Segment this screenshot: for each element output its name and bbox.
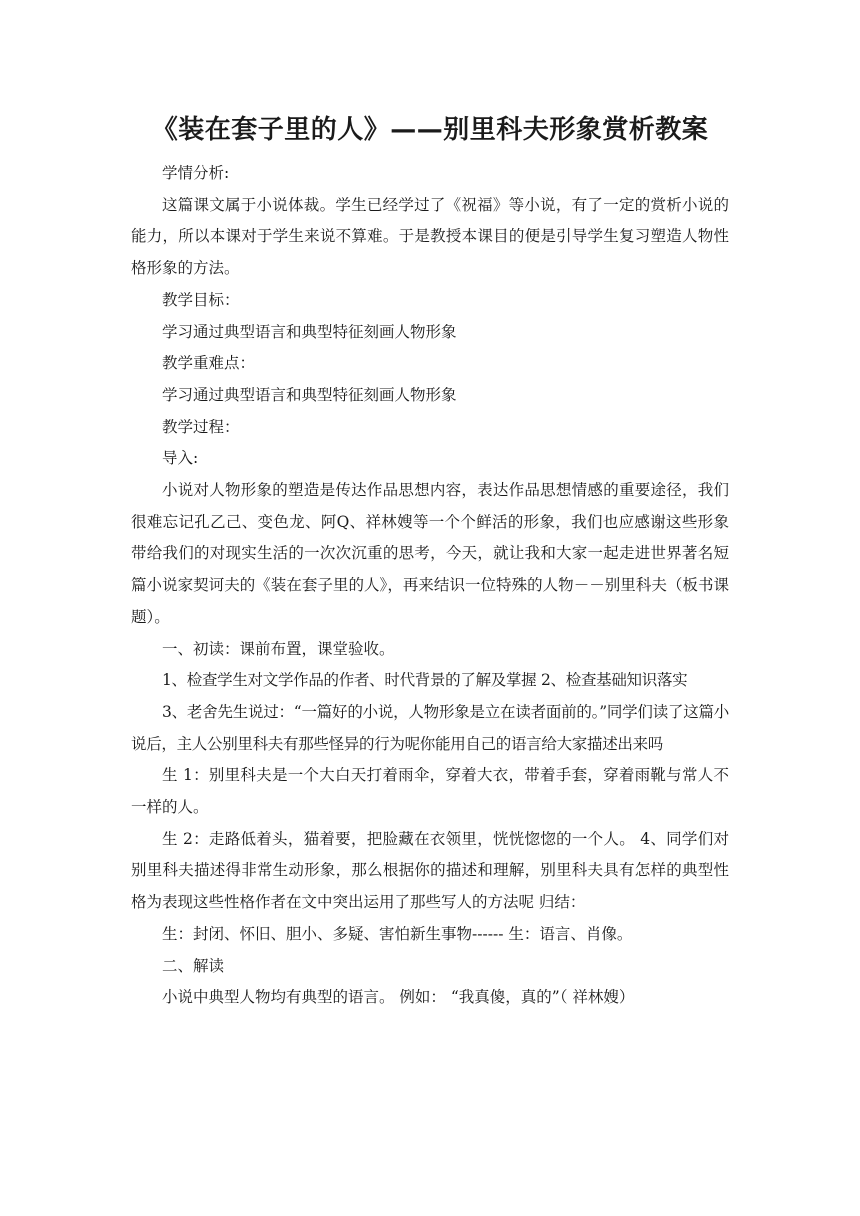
paragraph-student-two: 生 2：走路低着头，猫着要，把脸藏在衣领里，恍恍惚惚的一个人。 4、同学们对别里科夫描述得非常生动形象，那么根据你的描述和理解，别里科夫具有怎样的典型性格为表现这些性格作者在文中突出运用了那些写人的方法呢 归结： xyxy=(131,829,729,912)
paragraph-student-one: 生 1：别里科夫是一个大白天打着雨伞，穿着大衣，带着手套，穿着雨靴与常人不一样的人。 xyxy=(131,766,729,817)
paragraph-key-points: 学习通过典型语言和典型特征刻画人物形象 xyxy=(162,385,457,404)
paragraph-intro-heading: 导入: xyxy=(162,449,199,468)
paragraph-process-heading: 教学过程： xyxy=(162,417,240,436)
paragraph-typical-language: 小说中典型人物均有典型的语言。 例如： “我真傻，真的”（ 祥林嫂） xyxy=(162,988,635,1007)
paragraph-summary: 生：封闭、怀旧、胆小、多疑、害怕新生事物------ 生：语言、肖像。 xyxy=(162,924,633,943)
paragraph-teaching-goal-heading: 教学目标： xyxy=(162,290,240,309)
paragraph-check-items: 1、检查学生对文学作品的作者、时代背景的了解及掌握 2、检查基础知识落实 xyxy=(162,671,688,690)
document-title: 《装在套子里的人》——别里科夫形象赏析教案 xyxy=(151,115,709,145)
paragraph-section-one-heading: 一、初读：课前布置，课堂验收。 xyxy=(162,639,395,658)
paragraph-section-two-heading: 二、解读 xyxy=(162,956,225,975)
document-page xyxy=(131,110,729,1014)
paragraph-laoshe-quote: 3、老舍先生说过：“一篇好的小说，人物形象是立在读者面前的。”同学们读了这篇小说后，主人公别里科夫有那些怪异的行为呢你能用自己的语言给大家描述出来吗 xyxy=(131,702,729,753)
paragraph-intro: 小说对人物形象的塑造是传达作品思想内容，表达作品思想情感的重要途径，我们很难忘记孔乙己、变色龙、阿Q、祥林嫂等一个个鲜活的形象，我们也应感谢这些形象带给我们的对现实生活的一次次沉重的思考，今天，就让我和大家一起走进世界著名短篇小说家契诃夫的《装在套子里的人》，再来结识一位特殊的人物－－别里科夫（板书课题）。 xyxy=(131,481,729,626)
paragraph-key-points-heading: 教学重难点： xyxy=(162,354,256,373)
paragraph-teaching-goal: 学习通过典型语言和典型特征刻画人物形象 xyxy=(162,322,457,341)
paragraph-learning-analysis: 这篇课文属于小说体裁。学生已经学过了《祝福》等小说，有了一定的赏析小说的能力，所以本课对于学生来说不算难。于是教授本课目的便是引导学生复习塑造人物性格形象的方法。 xyxy=(131,195,729,278)
paragraph-learning-analysis-heading: 学情分析: xyxy=(162,164,230,182)
